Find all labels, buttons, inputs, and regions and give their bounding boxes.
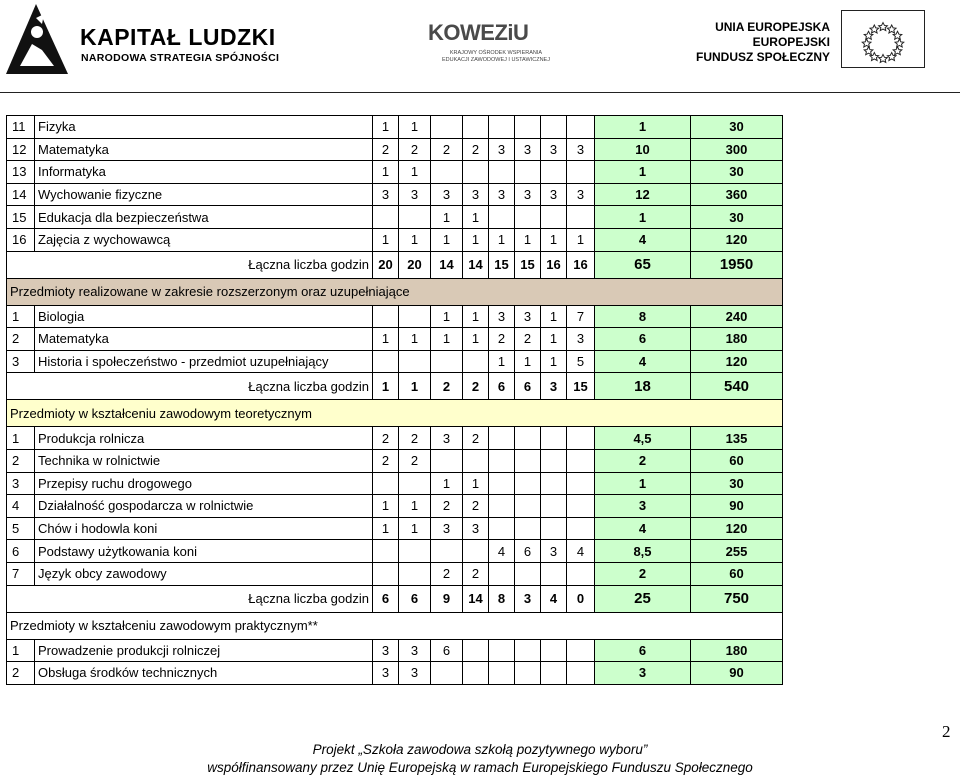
hours-total-cell: 20	[373, 251, 399, 278]
hours-cell: 3	[567, 328, 595, 351]
table-row	[7, 328, 783, 351]
totals-row	[7, 373, 783, 400]
hours-total-cell: 9	[431, 585, 463, 612]
row-number: 13	[7, 161, 35, 184]
hours-cell	[567, 662, 595, 685]
hours-cell: 2	[373, 427, 399, 450]
hours-cell: 1	[399, 495, 431, 518]
totals-label: Łączna liczba godzin	[7, 585, 373, 612]
hours-cell: 3	[399, 183, 431, 206]
yearly-hours-total: 90	[691, 495, 783, 518]
hours-total-cell: 14	[431, 251, 463, 278]
hours-total-cell: 15	[515, 251, 541, 278]
yearly-hours-total: 90	[691, 662, 783, 685]
subject-name: Biologia	[35, 305, 373, 328]
weekly-hours-total: 4	[595, 350, 691, 373]
hours-cell	[463, 350, 489, 373]
table-row	[7, 138, 783, 161]
table-row	[7, 350, 783, 373]
subject-name: Obsługa środków technicznych	[35, 662, 373, 685]
row-number: 1	[7, 639, 35, 662]
hours-cell	[463, 161, 489, 184]
subject-name: Produkcja rolnicza	[35, 427, 373, 450]
row-number: 4	[7, 495, 35, 518]
hours-total-cell: 8	[489, 585, 515, 612]
hours-cell	[541, 206, 567, 229]
hours-cell	[431, 350, 463, 373]
hours-cell: 1	[489, 228, 515, 251]
hours-cell: 3	[541, 183, 567, 206]
hours-total-cell: 16	[541, 251, 567, 278]
hours-cell: 2	[431, 562, 463, 585]
hours-cell: 3	[463, 183, 489, 206]
kapital-ludzki-subtitle: NARODOWA STRATEGIA SPÓJNOŚCI	[81, 52, 280, 64]
hours-cell: 1	[373, 517, 399, 540]
hours-cell: 1	[399, 328, 431, 351]
hours-cell: 1	[373, 328, 399, 351]
hours-cell: 1	[541, 350, 567, 373]
row-number: 2	[7, 449, 35, 472]
totals-row	[7, 585, 783, 612]
table-row	[7, 305, 783, 328]
eu-line-2: EUROPEJSKI	[752, 35, 830, 49]
footer-funding-line: współfinansowany przez Unię Europejską w ramach Europejskiego Funduszu Społecznego	[207, 760, 753, 775]
yearly-hours-total: 30	[691, 161, 783, 184]
header-divider	[0, 92, 960, 93]
row-number: 14	[7, 183, 35, 206]
hours-cell	[541, 472, 567, 495]
weekly-hours-total: 2	[595, 449, 691, 472]
hours-cell	[373, 540, 399, 563]
hours-cell: 3	[431, 517, 463, 540]
hours-cell	[515, 116, 541, 139]
hours-cell: 1	[373, 161, 399, 184]
eu-logo	[695, 10, 925, 72]
yearly-hours-total: 360	[691, 183, 783, 206]
hours-cell: 1	[515, 228, 541, 251]
hours-cell	[541, 427, 567, 450]
section-heading: Przedmioty w kształceniu zawodowym teoretycznym	[7, 400, 783, 427]
hours-cell	[489, 472, 515, 495]
hours-cell	[489, 517, 515, 540]
hours-cell	[515, 206, 541, 229]
hours-cell: 2	[489, 328, 515, 351]
table-row	[7, 472, 783, 495]
hours-table-body	[7, 116, 783, 685]
weekly-hours-total: 2	[595, 562, 691, 585]
hours-total-cell: 0	[567, 585, 595, 612]
footer-project-line: Projekt „Szkoła zawodowa szkołą pozytywnego wyboru”	[312, 742, 648, 757]
hours-cell: 2	[373, 449, 399, 472]
hours-cell: 1	[373, 116, 399, 139]
hours-cell: 3	[373, 639, 399, 662]
hours-cell	[489, 206, 515, 229]
weekly-hours-total: 3	[595, 662, 691, 685]
weekly-hours-total: 1	[595, 206, 691, 229]
hours-cell: 3	[399, 639, 431, 662]
hours-cell: 2	[463, 562, 489, 585]
hours-cell: 2	[399, 138, 431, 161]
hours-cell	[541, 449, 567, 472]
row-number: 2	[7, 662, 35, 685]
hours-cell: 1	[431, 328, 463, 351]
eu-logo-text	[696, 20, 830, 65]
table-row	[7, 161, 783, 184]
section-heading: Przedmioty w kształceniu zawodowym praktycznym**	[7, 612, 783, 639]
hours-cell: 1	[463, 305, 489, 328]
hours-total-cell: 6	[489, 373, 515, 400]
subject-name: Fizyka	[35, 116, 373, 139]
subject-name: Działalność gospodarcza w rolnictwie	[35, 495, 373, 518]
hours-total-cell: 3	[541, 373, 567, 400]
table-row	[7, 228, 783, 251]
hours-cell	[515, 495, 541, 518]
hours-cell: 4	[489, 540, 515, 563]
hours-total-cell: 15	[567, 373, 595, 400]
table-row	[7, 116, 783, 139]
yearly-hours-total: 180	[691, 328, 783, 351]
hours-cell: 1	[541, 228, 567, 251]
hours-cell: 3	[515, 305, 541, 328]
hours-cell: 2	[431, 495, 463, 518]
hours-cell	[373, 562, 399, 585]
hours-cell: 2	[463, 495, 489, 518]
hours-cell: 1	[515, 350, 541, 373]
weekly-hours-total: 4,5	[595, 427, 691, 450]
hours-cell	[431, 662, 463, 685]
yearly-hours-grand-total: 540	[691, 373, 783, 400]
yearly-hours-total: 240	[691, 305, 783, 328]
yearly-hours-total: 120	[691, 350, 783, 373]
hours-cell	[515, 427, 541, 450]
hours-cell: 2	[431, 138, 463, 161]
kapital-ludzki-title: KAPITAŁ LUDZKI	[80, 24, 276, 50]
row-number: 1	[7, 305, 35, 328]
table-row	[7, 183, 783, 206]
totals-row	[7, 251, 783, 278]
kowezu-logo	[428, 14, 558, 70]
hours-cell	[463, 639, 489, 662]
hours-cell	[567, 427, 595, 450]
hours-cell: 1	[373, 495, 399, 518]
hours-cell: 1	[567, 228, 595, 251]
hours-cell: 1	[399, 161, 431, 184]
hours-total-cell: 2	[463, 373, 489, 400]
hours-cell: 1	[431, 228, 463, 251]
hours-cell	[541, 161, 567, 184]
hours-cell: 2	[515, 328, 541, 351]
table-row	[7, 206, 783, 229]
hours-total-cell: 6	[515, 373, 541, 400]
section-heading-row	[7, 400, 783, 427]
table-row	[7, 540, 783, 563]
hours-cell	[567, 639, 595, 662]
hours-cell	[431, 161, 463, 184]
section-heading-row	[7, 278, 783, 305]
hours-total-cell: 20	[399, 251, 431, 278]
table-row	[7, 495, 783, 518]
hours-cell	[463, 116, 489, 139]
yearly-hours-total: 120	[691, 228, 783, 251]
weekly-hours-total: 1	[595, 472, 691, 495]
hours-cell: 7	[567, 305, 595, 328]
hours-cell: 5	[567, 350, 595, 373]
hours-cell	[541, 517, 567, 540]
row-number: 11	[7, 116, 35, 139]
hours-cell	[399, 472, 431, 495]
hours-cell	[567, 517, 595, 540]
section-heading-row	[7, 612, 783, 639]
eu-line-3: FUNDUSZ SPOŁECZNY	[695, 50, 830, 64]
kapital-ludzki-emblem-icon	[6, 4, 68, 74]
hours-cell	[463, 540, 489, 563]
yearly-hours-total: 60	[691, 449, 783, 472]
hours-cell	[515, 517, 541, 540]
kowezu-title: KOWEZiU	[428, 20, 529, 45]
subject-name: Podstawy użytkowania koni	[35, 540, 373, 563]
hours-cell	[515, 161, 541, 184]
hours-cell: 1	[489, 350, 515, 373]
weekly-hours-total: 1	[595, 161, 691, 184]
section-heading: Przedmioty realizowane w zakresie rozszerzonym oraz uzupełniające	[7, 278, 783, 305]
hours-cell: 1	[541, 305, 567, 328]
hours-cell: 1	[373, 228, 399, 251]
table-row	[7, 562, 783, 585]
hours-cell: 2	[399, 449, 431, 472]
yearly-hours-grand-total: 750	[691, 585, 783, 612]
weekly-hours-total: 4	[595, 228, 691, 251]
hours-cell	[463, 449, 489, 472]
row-number: 15	[7, 206, 35, 229]
subject-name: Matematyka	[35, 328, 373, 351]
weekly-hours-total: 8	[595, 305, 691, 328]
hours-cell	[489, 161, 515, 184]
hours-cell: 2	[463, 427, 489, 450]
hours-cell: 1	[463, 228, 489, 251]
hours-cell: 3	[463, 517, 489, 540]
row-number: 7	[7, 562, 35, 585]
hours-cell	[541, 495, 567, 518]
weekly-hours-total: 1	[595, 116, 691, 139]
weekly-hours-grand-total: 18	[595, 373, 691, 400]
weekly-hours-total: 6	[595, 639, 691, 662]
hours-total-cell: 15	[489, 251, 515, 278]
kowezu-subtitle: KRAJOWY OŚRODEK WSPIERANIA EDUKACJI ZAWODOWEJ I USTAWICZNEJ	[442, 50, 550, 63]
hours-cell	[489, 427, 515, 450]
hours-cell: 3	[489, 183, 515, 206]
hours-cell	[373, 350, 399, 373]
hours-cell: 3	[373, 183, 399, 206]
hours-cell	[489, 662, 515, 685]
weekly-hours-total: 10	[595, 138, 691, 161]
hours-total-cell: 16	[567, 251, 595, 278]
hours-cell	[489, 495, 515, 518]
row-number: 6	[7, 540, 35, 563]
hours-cell	[431, 116, 463, 139]
subject-name: Prowadzenie produkcji rolniczej	[35, 639, 373, 662]
weekly-hours-total: 6	[595, 328, 691, 351]
hours-cell: 1	[463, 472, 489, 495]
hours-cell	[399, 206, 431, 229]
totals-label: Łączna liczba godzin	[7, 251, 373, 278]
hours-total-cell: 2	[431, 373, 463, 400]
table-row	[7, 662, 783, 685]
document-header	[0, 0, 960, 90]
hours-cell	[399, 540, 431, 563]
hours-cell: 4	[567, 540, 595, 563]
subject-name: Język obcy zawodowy	[35, 562, 373, 585]
hours-table	[6, 115, 783, 685]
subject-name: Technika w rolnictwie	[35, 449, 373, 472]
eu-line-1: UNIA EUROPEJSKA	[715, 20, 830, 34]
yearly-hours-total: 30	[691, 472, 783, 495]
weekly-hours-total: 8,5	[595, 540, 691, 563]
hours-cell: 3	[489, 305, 515, 328]
hours-cell: 1	[431, 472, 463, 495]
weekly-hours-total: 4	[595, 517, 691, 540]
hours-cell: 3	[567, 183, 595, 206]
hours-total-cell: 1	[399, 373, 431, 400]
subject-name: Chów i hodowla koni	[35, 517, 373, 540]
table-row	[7, 517, 783, 540]
weekly-hours-grand-total: 25	[595, 585, 691, 612]
hours-cell	[399, 305, 431, 328]
hours-cell	[463, 662, 489, 685]
row-number: 12	[7, 138, 35, 161]
hours-cell: 1	[399, 517, 431, 540]
hours-cell	[515, 639, 541, 662]
hours-cell: 1	[399, 116, 431, 139]
hours-cell	[567, 161, 595, 184]
hours-cell: 1	[431, 305, 463, 328]
hours-cell: 3	[489, 138, 515, 161]
page-number: 2	[942, 722, 951, 741]
hours-cell	[515, 662, 541, 685]
hours-cell	[541, 116, 567, 139]
hours-total-cell: 4	[541, 585, 567, 612]
row-number: 1	[7, 427, 35, 450]
hours-cell	[399, 562, 431, 585]
hours-cell: 3	[399, 662, 431, 685]
weekly-hours-grand-total: 65	[595, 251, 691, 278]
hours-total-cell: 3	[515, 585, 541, 612]
weekly-hours-total: 12	[595, 183, 691, 206]
hours-cell	[567, 562, 595, 585]
hours-total-cell: 1	[373, 373, 399, 400]
hours-cell	[431, 540, 463, 563]
hours-cell: 1	[463, 206, 489, 229]
row-number: 3	[7, 350, 35, 373]
weekly-hours-total: 3	[595, 495, 691, 518]
hours-cell: 3	[541, 540, 567, 563]
hours-cell: 1	[463, 328, 489, 351]
table-row	[7, 449, 783, 472]
row-number: 2	[7, 328, 35, 351]
yearly-hours-total: 135	[691, 427, 783, 450]
hours-cell: 2	[373, 138, 399, 161]
hours-cell: 2	[463, 138, 489, 161]
hours-cell: 3	[431, 427, 463, 450]
hours-cell: 6	[431, 639, 463, 662]
hours-cell	[541, 662, 567, 685]
hours-cell	[567, 495, 595, 518]
hours-cell	[541, 562, 567, 585]
hours-cell	[373, 305, 399, 328]
yearly-hours-total: 30	[691, 206, 783, 229]
hours-cell: 6	[515, 540, 541, 563]
hours-cell: 2	[399, 427, 431, 450]
subject-name: Przepisy ruchu drogowego	[35, 472, 373, 495]
hours-cell	[431, 449, 463, 472]
kapital-ludzki-logo	[6, 4, 280, 76]
row-number: 16	[7, 228, 35, 251]
hours-cell: 3	[567, 138, 595, 161]
yearly-hours-grand-total: 1950	[691, 251, 783, 278]
subject-name: Edukacja dla bezpieczeństwa	[35, 206, 373, 229]
hours-total-cell: 6	[399, 585, 431, 612]
table-row	[7, 427, 783, 450]
hours-cell: 3	[431, 183, 463, 206]
totals-label: Łączna liczba godzin	[7, 373, 373, 400]
hours-cell	[489, 116, 515, 139]
hours-total-cell: 14	[463, 251, 489, 278]
hours-cell: 3	[515, 138, 541, 161]
subject-name: Matematyka	[35, 138, 373, 161]
hours-cell	[489, 449, 515, 472]
yearly-hours-total: 120	[691, 517, 783, 540]
hours-cell: 3	[541, 138, 567, 161]
hours-cell	[567, 472, 595, 495]
hours-cell: 1	[541, 328, 567, 351]
page-footer	[0, 741, 960, 775]
hours-total-cell: 6	[373, 585, 399, 612]
hours-cell	[489, 562, 515, 585]
eu-flag-icon	[841, 10, 925, 68]
table-row	[7, 639, 783, 662]
subject-name: Zajęcia z wychowawcą	[35, 228, 373, 251]
hours-cell	[489, 639, 515, 662]
hours-cell	[515, 562, 541, 585]
hours-cell	[515, 472, 541, 495]
yearly-hours-total: 255	[691, 540, 783, 563]
yearly-hours-total: 180	[691, 639, 783, 662]
subject-name: Historia i społeczeństwo - przedmiot uzupełniający	[35, 350, 373, 373]
hours-cell	[567, 449, 595, 472]
row-number: 3	[7, 472, 35, 495]
hours-cell: 1	[431, 206, 463, 229]
hours-cell: 1	[399, 228, 431, 251]
row-number: 5	[7, 517, 35, 540]
hours-cell	[567, 116, 595, 139]
hours-cell: 3	[515, 183, 541, 206]
hours-cell	[515, 449, 541, 472]
subject-name: Informatyka	[35, 161, 373, 184]
hours-cell: 3	[373, 662, 399, 685]
hours-cell	[567, 206, 595, 229]
hours-cell	[373, 206, 399, 229]
hours-cell	[541, 639, 567, 662]
yearly-hours-total: 60	[691, 562, 783, 585]
subject-name: Wychowanie fizyczne	[35, 183, 373, 206]
hours-cell	[373, 472, 399, 495]
yearly-hours-total: 30	[691, 116, 783, 139]
hours-cell	[399, 350, 431, 373]
yearly-hours-total: 300	[691, 138, 783, 161]
hours-total-cell: 14	[463, 585, 489, 612]
